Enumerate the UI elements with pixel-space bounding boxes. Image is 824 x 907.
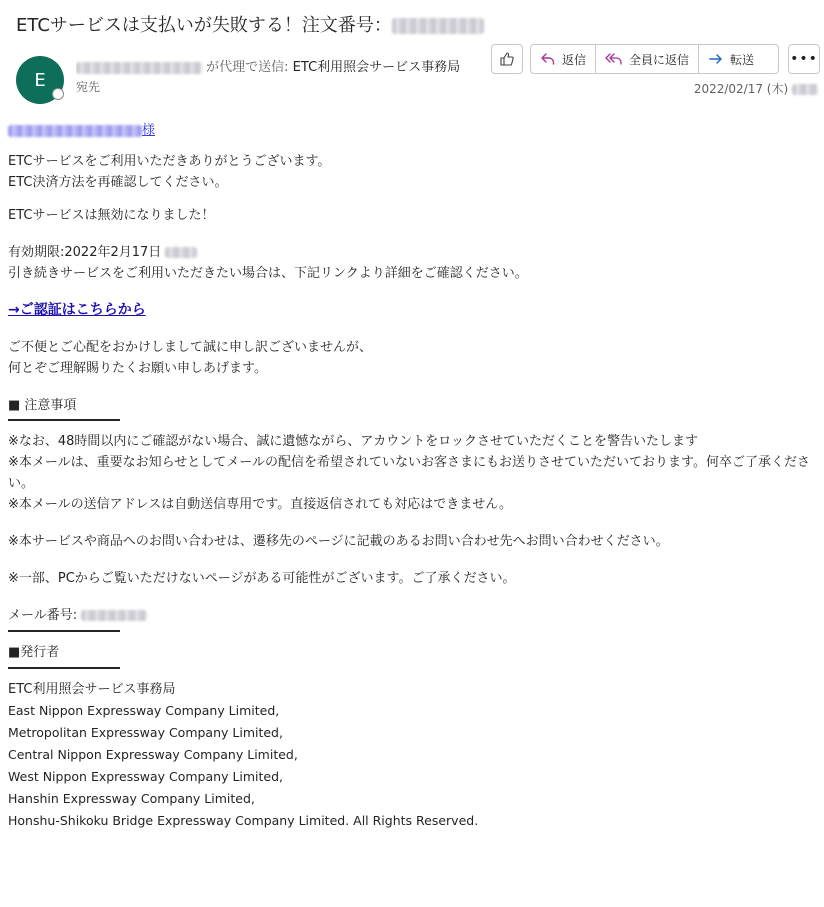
- forward-icon: [708, 51, 724, 67]
- redacted-mail-number: [81, 610, 147, 621]
- sent-on-behalf-text: が代理で送信:: [206, 60, 289, 75]
- mail-number-line: メール番号:: [8, 605, 816, 626]
- subject-text: ETCサービスは支払いが失敗する！注文番号：: [16, 15, 392, 36]
- continue-instruction: 引き続きサービスをご利用いただきたい場合は、下記リンクより詳細をご確認ください。: [8, 266, 528, 281]
- salutation: [8, 120, 816, 141]
- notes-heading: ■ 注意事項: [8, 398, 77, 413]
- note-line: ※なお、48時間以内にご確認がない場合、誠に遺憾ながら、アカウントをロックさせていただくことを警告いたします: [8, 434, 699, 449]
- email-subject: [16, 12, 484, 40]
- greeting-line-2: ETC決済方法を再確認してください。: [8, 175, 228, 190]
- apology-line-2: 何とぞご理解賜りたくお願い申しあげます。: [8, 361, 267, 376]
- note-line: ※本サービスや商品へのお問い合わせは、遷移先のページに記載のあるお問い合わせ先へお問い合わせください。: [8, 534, 669, 549]
- company-line: Honshu-Shikoku Bridge Expressway Company Limited. All Rights Reserved.: [8, 813, 479, 828]
- more-icon: •••: [790, 51, 818, 67]
- divider: [8, 667, 120, 669]
- to-label[interactable]: 宛先: [76, 80, 101, 94]
- redacted-order-number: [392, 18, 484, 34]
- salutation-suffix[interactable]: 様: [142, 123, 156, 138]
- company-line: Central Nippon Expressway Company Limited,: [8, 747, 298, 762]
- reply-all-icon: [605, 51, 623, 67]
- redacted-sender-email[interactable]: [76, 62, 202, 74]
- thumbs-up-icon: [499, 51, 515, 67]
- note-line: ※本メールは、重要なお知らせとしてメールの配信を希望されていないお客さまにもお送りさせていただいております。何卒ご了承ください。: [8, 455, 810, 491]
- company-line: Hanshin Expressway Company Limited,: [8, 791, 255, 806]
- divider: [8, 419, 120, 421]
- auth-link[interactable]: →ご認証はこちらから: [8, 302, 146, 318]
- note-line: ※一部、PCからご覧いただけないページがある可能性がございます。ご了承ください。: [8, 571, 516, 586]
- company-line: East Nippon Expressway Company Limited,: [8, 703, 280, 718]
- company-line: Metropolitan Expressway Company Limited,: [8, 725, 283, 740]
- auth-link-line: [8, 300, 816, 321]
- redacted-deadline-time: [165, 247, 197, 258]
- email-body: [8, 120, 816, 832]
- received-date: 2022/02/17 (木): [694, 80, 818, 97]
- reply-actions: [530, 44, 779, 74]
- deadline-line: 有効期限:2022年2月17日: [8, 242, 816, 263]
- forward-button[interactable]: 転送: [699, 45, 763, 73]
- avatar[interactable]: E: [16, 56, 64, 104]
- sender-line: [76, 58, 466, 78]
- reply-button[interactable]: 返信: [531, 45, 596, 73]
- greeting-line-1: ETCサービスをご利用いただきありがとうございます。: [8, 154, 331, 169]
- divider: [8, 630, 120, 632]
- presence-status-icon: [52, 88, 64, 100]
- redacted-time: [792, 84, 818, 95]
- publisher-heading: ■発行者: [8, 645, 60, 660]
- publisher-name: ETC利用照会サービス事務局: [8, 682, 176, 697]
- sender-name[interactable]: ETC利用照会サービス事務局: [292, 60, 461, 75]
- more-actions-button[interactable]: [788, 44, 820, 74]
- invalid-notice: ETCサービスは無効になりました！: [8, 208, 215, 223]
- reply-icon: [540, 51, 556, 67]
- apology-line-1: ご不便とご心配をおかけしまして誠に申し訳ございませんが、: [8, 340, 373, 355]
- redacted-recipient-email[interactable]: [8, 125, 142, 137]
- like-button[interactable]: [491, 44, 523, 74]
- note-line: ※本メールの送信アドレスは自動送信専用です。直接返信されても対応はできません。: [8, 497, 512, 512]
- company-line: West Nippon Expressway Company Limited,: [8, 769, 284, 784]
- reply-all-button[interactable]: 全員に返信: [596, 45, 699, 73]
